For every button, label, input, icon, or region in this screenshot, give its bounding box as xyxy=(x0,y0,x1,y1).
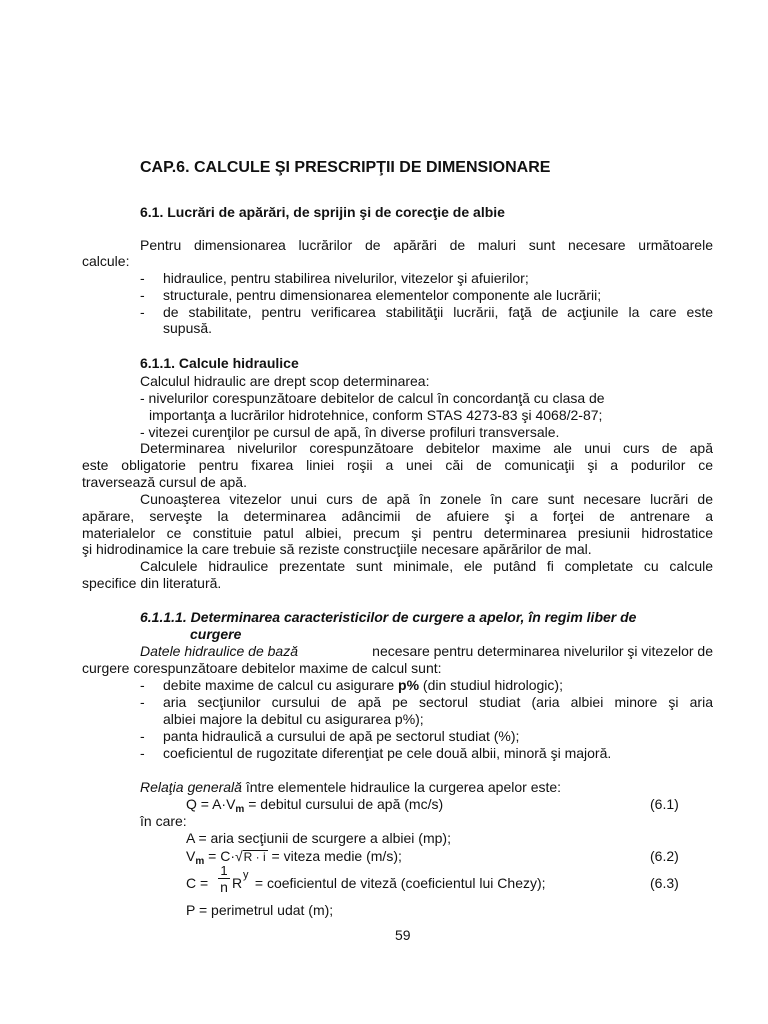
eq2-root-content: R · i xyxy=(243,850,266,864)
chapter-title: CAP.6. CALCULE ŞI PRESCRIPŢII DE DIMENSIONARE xyxy=(140,159,551,176)
section-6-1-1-line-3: importanţa a lucrărilor hidrotehnice, conform STAS 4273-83 şi 4068/2-87; xyxy=(149,407,603,423)
paragraph-2-line-4: şi hidrodinamice la care trebuie să reziste construcţiile necesare apărărilor de mal. xyxy=(82,541,592,557)
eq2-mid: = C· xyxy=(204,848,235,864)
section-6-1-1-title: 6.1.1. Calcule hidraulice xyxy=(140,355,299,371)
eq2-rhs: = viteza medie (m/s); xyxy=(267,848,402,864)
paragraph-2-line-2: apărare, serveşte la determinarea adâncimii de afuiere şi a forţei de antrenare a xyxy=(82,508,713,524)
section-6-1-1-1-title: 6.1.1.1. Determinarea caracteristicilor de curgere a apelor, în regim liber de xyxy=(140,609,637,625)
page-number: 59 xyxy=(395,927,411,943)
perimeter-definition: P = perimetrul udat (m); xyxy=(186,902,334,918)
section-6-1-1-line-4: - vitezei curenţilor pe cursul de apă, în diverse profiluri transversale. xyxy=(140,424,560,440)
bullet-dash: - xyxy=(140,304,145,320)
data-bullet-4: coeficientul de rugozitate diferenţiat pe cele două albii, minoră şi majoră. xyxy=(163,745,612,761)
eq3-lhs: C = xyxy=(186,875,209,891)
paragraph-2-line-3: materialelor ce constituie patul albiei, precum şi pentru determinarea presiunii hidrostatice xyxy=(82,525,713,541)
data-bullet-2b: albiei majore la debitul cu asigurarea p%); xyxy=(163,711,424,727)
eq3-exponent: y xyxy=(243,869,249,881)
data-bullet-1-bold: p% xyxy=(398,677,420,693)
eq3-fraction-denominator: n xyxy=(220,879,228,895)
eq2-subscript: m xyxy=(195,856,205,867)
data-bullet-1 xyxy=(163,677,563,694)
paragraph-1-line-1: Determinarea nivelurilor corespunzătoare debitelor maxime ale unui curs de apă xyxy=(140,440,713,456)
intro-bullet-1: hidraulice, pentru stabilirea nivelurilor, vitezelor şi afuierilor; xyxy=(163,270,529,286)
general-relation-italic: Relaţia generală xyxy=(140,779,242,795)
section-6-1-1-line-2: - nivelurilor corespunzătoare debitelor de calcul în concordanţă cu clasa de xyxy=(140,390,605,406)
eq3-r: R xyxy=(232,875,243,891)
section-6-1-1-line-1: Calculul hidraulic are drept scop determinarea: xyxy=(140,373,430,389)
general-relation-line xyxy=(140,779,561,796)
basic-data-line xyxy=(140,643,713,660)
paragraph-3-line-2: specifice din literatură. xyxy=(82,575,222,591)
bullet-dash: - xyxy=(140,270,145,286)
data-bullet-3: panta hidraulică a cursului de apă pe sectorul studiat (%); xyxy=(163,728,520,744)
intro-line-1: Pentru dimensionarea lucrărilor de apărări de maluri sunt necesare următoarele xyxy=(140,237,713,253)
eq2-v: V xyxy=(186,848,196,864)
bullet-dash: - xyxy=(140,745,145,761)
equation-6-1-number: (6.1) xyxy=(650,796,679,812)
basic-data-rest: necesare pentru determinarea nivelurilor şi vitezelor de xyxy=(368,643,713,659)
paragraph-1-line-2: este obligatorie pentru fixarea liniei roşii a unei căi de comunicaţii şi a podurilor ce xyxy=(82,457,713,473)
section-6-1-1-1-title-cont: curgere xyxy=(190,626,242,642)
bullet-dash: - xyxy=(140,694,145,710)
intro-line-2: calcule: xyxy=(82,253,130,269)
eq3-fraction-numerator: 1 xyxy=(220,863,228,878)
paragraph-1-line-3: traversează cursul de apă. xyxy=(82,474,247,490)
bullet-dash: - xyxy=(140,728,145,744)
intro-bullet-2: structurale, pentru dimensionarea elementelor componente ale lucrării; xyxy=(163,287,602,303)
eq1-rhs: = debitul cursului de apă (mc/s) xyxy=(244,796,444,812)
paragraph-3-line-1: Calculele hidraulice prezentate sunt minimale, ele putând fi completate cu calcule xyxy=(140,558,713,574)
eq1-subscript: m xyxy=(235,804,245,815)
in-care-label: în care: xyxy=(140,813,187,829)
area-definition: A = aria secţiunii de scurgere a albiei (mp); xyxy=(186,830,451,846)
data-bullet-1-post: (din studiul hidrologic); xyxy=(419,677,563,693)
basic-data-italic: Datele hidraulice de bază xyxy=(140,643,298,659)
sqrt-sign-icon: √ xyxy=(234,848,243,864)
eq1-lhs: Q = A·V xyxy=(186,796,236,812)
equation-6-2-number: (6.2) xyxy=(650,848,679,864)
eq3-rhs: = coeficientul de viteză (coeficientul lui Chezy); xyxy=(251,875,546,891)
section-6-1-title: 6.1. Lucrări de apărări, de sprijin şi de corecţie de albie xyxy=(140,204,505,220)
intro-bullet-3a: de stabilitate, pentru verificarea stabilităţii lucrării, faţă de acţiunile la care este xyxy=(163,304,713,320)
data-bullet-1-pre: debite maxime de calcul cu asigurare xyxy=(163,677,399,693)
paragraph-2-line-1: Cunoaşterea vitezelor unui curs de apă în zonele în care sunt necesare lucrări de xyxy=(140,491,713,507)
basic-data-line-2: curgere corespunzătoare debitelor maxime de calcul sunt: xyxy=(82,660,442,676)
intro-bullet-3b: supusă. xyxy=(163,320,213,336)
data-bullet-2a: aria secţiunilor cursului de apă pe sectorul studiat (aria albiei minore şi aria xyxy=(163,694,713,710)
general-relation-rest: între elementele hidraulice la curgerea apelor este: xyxy=(241,779,562,795)
bullet-dash: - xyxy=(140,287,145,303)
bullet-dash: - xyxy=(140,677,145,693)
equation-6-3-number: (6.3) xyxy=(650,875,679,891)
equation-6-1 xyxy=(186,796,443,813)
equation-6-2 xyxy=(186,848,402,865)
